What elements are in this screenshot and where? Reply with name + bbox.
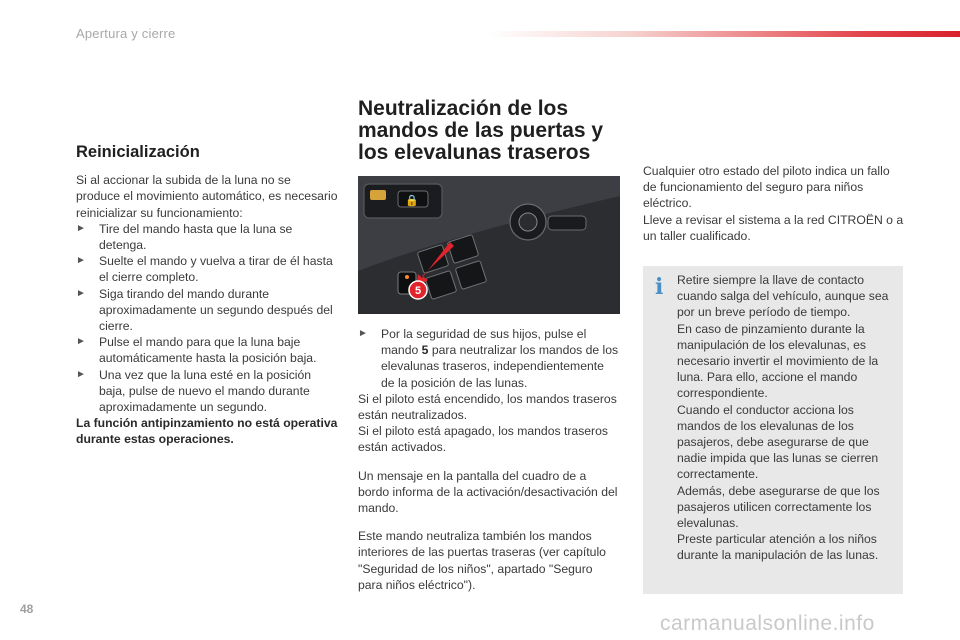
bullet-text: Pulse el mando para que la luna baje automáticamente hasta la posición baja. — [99, 335, 317, 366]
window-switch-photo — [358, 176, 620, 314]
switch-panel-illustration — [358, 176, 620, 314]
bullet-text: Siga tirando del mando durante aproximadamente un segundo después del cierre. — [99, 286, 333, 334]
indicator-off-text: Si el piloto está apagado, los mandos traseros están activados. — [358, 424, 608, 455]
info-box — [643, 266, 903, 594]
display-message-text: Un mensaje en la pantalla del cuadro de a bordo informa de la activación/desactivación del mando. — [358, 468, 618, 516]
watermark: carmanualsonline.info — [660, 612, 875, 635]
bullet-text: Suelte el mando y vuelva a tirar de él hasta el cierre completo. — [99, 254, 333, 285]
info-line: Además, debe asegurarse de que los pasajeros utilicen correctamente los elevalunas. — [677, 483, 880, 531]
arrow-bullet-icon: ► — [76, 255, 86, 267]
bullet-text-bold: 5 — [421, 343, 429, 358]
arrow-bullet-icon: ► — [76, 222, 86, 234]
header-accent-bar — [488, 31, 960, 37]
info-icon: i — [655, 274, 664, 300]
list-item — [76, 253, 338, 285]
interior-controls-text: Este mando neutraliza también los mandos interiores de las puertas traseras (ver capítulo "Seguridad de los niños", apartado "Seguro para niños eléctrico"). — [358, 529, 606, 592]
middle-column — [358, 98, 620, 593]
list-item — [76, 367, 338, 416]
section-title: Apertura y cierre — [76, 26, 176, 41]
svg-text:🔒: 🔒 — [405, 194, 419, 207]
malfunction-text: Cualquier otro estado del piloto indica un fallo de funcionamiento del seguro para niños eléctrico. — [643, 164, 890, 211]
bullet-text-a: Por la seguridad de sus hijos, pulse el mando — [381, 327, 587, 358]
info-line: Preste particular atención a los niños durante la manipulación de las lunas. — [677, 532, 879, 563]
reinit-warning: La función antipinzamiento no está operativa durante estas operaciones. — [76, 416, 338, 447]
bullet-text: Una vez que la luna esté en la posición baja, pulse de nuevo el mando durante aproximadamente un segundo. — [99, 367, 312, 415]
page-number: 48 — [20, 602, 34, 616]
info-text — [677, 272, 897, 564]
reinit-heading: Reinicialización — [76, 143, 200, 161]
neutralization-heading: Neutralización de los mandos de las puertas y los elevalunas traseros — [358, 97, 604, 164]
arrow-bullet-icon: ► — [358, 328, 368, 339]
service-text: Lleve a revisar el sistema a la red CITROËN o a un taller cualificado. — [643, 212, 904, 243]
list-item — [76, 334, 338, 366]
right-column — [643, 163, 905, 244]
info-line: Retire siempre la llave de contacto cuando salga del vehículo, aunque sea por un breve período de tiempo. — [677, 273, 889, 320]
info-line: En caso de pinzamiento durante la manipulación de los elevalunas, es necesario invertir el movimiento de la luna. Para ello, accione el mando correspondiente. — [677, 321, 879, 401]
arrow-bullet-icon: ► — [76, 368, 86, 380]
bullet-text-b: para neutralizar los mandos de los elevalunas traseros, independientemente de la posición de las lunas. — [381, 343, 619, 390]
reinit-intro: Si al accionar la subida de la luna no se produce el movimiento automático, es necesario reinicializar su funcionamiento: — [76, 173, 338, 220]
arrow-bullet-icon: ► — [76, 336, 86, 348]
list-item — [76, 286, 338, 335]
arrow-bullet-icon: ► — [76, 287, 86, 299]
list-item — [76, 221, 338, 253]
indicator-on-text: Si el piloto está encendido, los mandos traseros están neutralizados. — [358, 391, 617, 423]
left-column — [76, 144, 338, 448]
info-line: Cuando el conductor acciona los mandos de los elevalunas de los pasajeros, debe asegurarse de que nadie impida que las lunas se cierren correctamente. — [677, 402, 879, 482]
photo-callout-label: 5 — [414, 285, 422, 297]
list-item — [358, 326, 620, 391]
bullet-text: Tire del mando hasta que la luna se detenga. — [99, 221, 293, 253]
